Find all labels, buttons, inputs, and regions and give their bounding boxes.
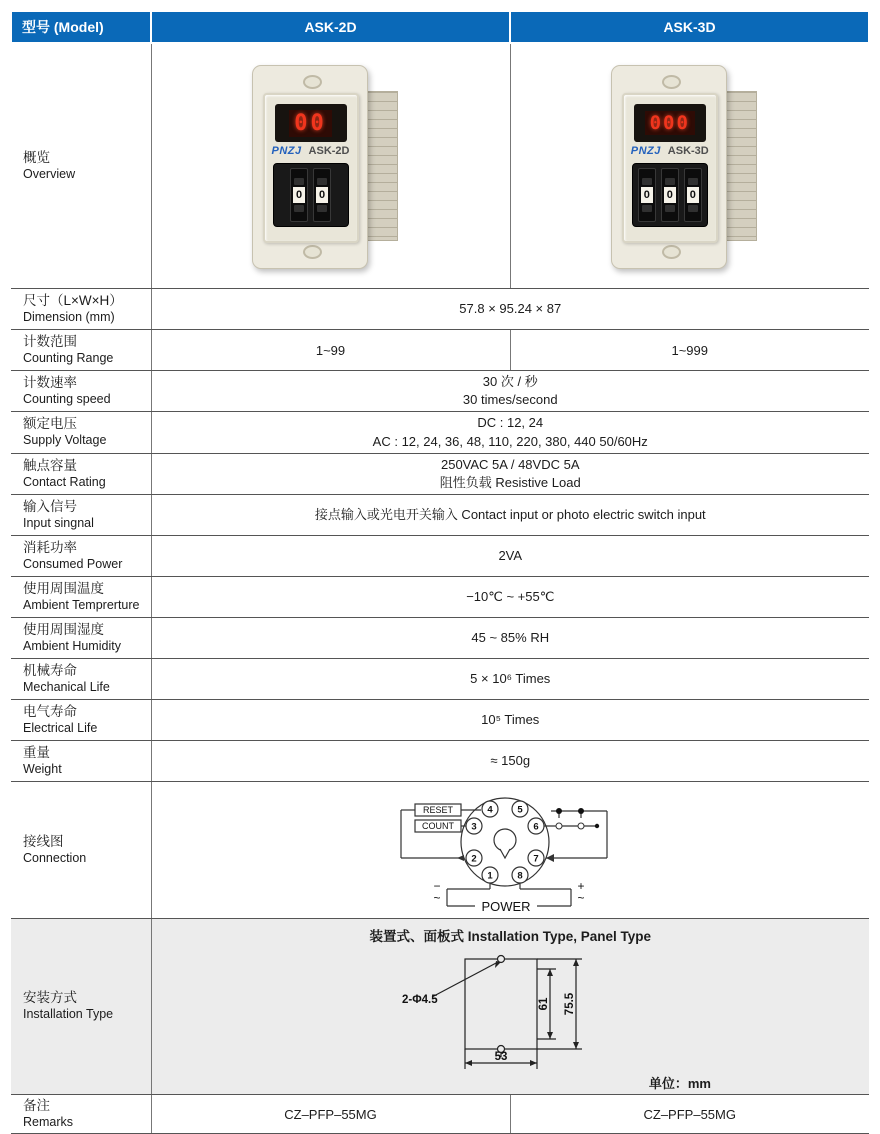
- installation-row: [11, 919, 869, 1095]
- thumbwheel: 0: [684, 168, 702, 222]
- counting-range-ask2d: 1~99: [151, 330, 510, 371]
- electrical-life-value: 10⁵ Times: [151, 700, 869, 741]
- connection-row: [11, 782, 869, 919]
- dim-53-label: 53: [494, 1051, 508, 1064]
- pin-number: 8: [517, 870, 523, 882]
- row-label-zh: 尺寸（L×W×H）: [23, 292, 123, 308]
- led-digits: 000: [645, 111, 695, 135]
- row-label-zh: 重量: [23, 744, 50, 760]
- electrical-life-row: [11, 700, 869, 741]
- row-label-zh: 输入信号: [23, 498, 77, 514]
- supply-voltage-row: [11, 412, 869, 453]
- row-label-zh: 备注: [23, 1097, 50, 1113]
- model-b-header: ASK-3D: [510, 11, 869, 43]
- pin-number: 3: [471, 821, 477, 833]
- pin-number: 5: [517, 804, 523, 816]
- screw-hole-icon: [662, 75, 681, 89]
- brand-logo: PNZJ: [630, 145, 661, 157]
- row-label-en: Dimension (mm): [23, 309, 115, 324]
- row-label-zh: 使用周围湿度: [23, 621, 104, 637]
- wiring-diagram: [385, 784, 635, 916]
- dimension-value: 57.8 × 95.24 × 87: [151, 289, 869, 330]
- weight-row: [11, 741, 869, 782]
- counting-range-ask3d: 1~999: [510, 330, 869, 371]
- row-label-en: Counting speed: [23, 391, 111, 406]
- row-label-en: Weight: [23, 761, 62, 776]
- remarks-row: [11, 1095, 869, 1134]
- screw-hole-icon: [303, 245, 322, 259]
- supply-voltage-value: DC : 12, 24 AC : 12, 24, 36, 48, 110, 220, 380, 440 50/60Hz: [151, 412, 869, 453]
- screw-hole-icon: [303, 75, 322, 89]
- device-model-label: ASK-2D: [308, 145, 350, 157]
- pin-number: 4: [487, 804, 493, 816]
- model-header-label: 型号 (Model): [11, 11, 151, 43]
- dimension-row: [11, 289, 869, 330]
- row-label-zh: 使用周围温度: [23, 580, 104, 596]
- thumbwheel-block: [273, 163, 349, 227]
- counting-range-row: [11, 330, 869, 371]
- pin-number: 6: [533, 821, 539, 833]
- row-label-zh: 消耗功率: [23, 539, 77, 555]
- thumbwheel-block: [632, 163, 708, 227]
- row-label-en: Electrical Life: [23, 720, 98, 735]
- row-label-en: Mechanical Life: [23, 679, 110, 694]
- counting-speed-value: 30 次 / 秒 30 times/second: [151, 371, 869, 412]
- installation-title: 装置式、面板式 Installation Type, Panel Type: [369, 929, 652, 945]
- row-label-en: Supply Voltage: [23, 433, 107, 448]
- led-digits: 00: [289, 110, 332, 137]
- header-row: [11, 11, 869, 43]
- weight-value: ≈ 150g: [151, 741, 869, 782]
- ambient-humidity-value: 45 ~ 85% RH: [151, 618, 869, 659]
- row-label-zh: 触点容量: [23, 457, 77, 473]
- power-label: POWER: [481, 899, 531, 915]
- row-label-zh: 机械寿命: [23, 662, 77, 678]
- screw-hole-icon: [662, 245, 681, 259]
- terminal-plus: +: [577, 879, 585, 894]
- device-ask3d-image: [611, 65, 769, 267]
- row-label-en: Counting Range: [23, 350, 114, 365]
- ambient-temperature-value: −10℃ ~ +55℃: [151, 577, 869, 618]
- consumed-power-row: [11, 536, 869, 577]
- model-a-header: ASK-2D: [151, 11, 510, 43]
- overview-label: 概览 Overview: [11, 43, 151, 289]
- terminal-wave: ~: [433, 891, 441, 906]
- dim-61-label: 61: [538, 997, 551, 1011]
- spec-table: [10, 10, 870, 1134]
- device-ask2d-image: [252, 65, 410, 267]
- row-label-en: Connection: [23, 850, 87, 865]
- brand-logo: PNZJ: [271, 145, 302, 157]
- row-label-en: Installation Type: [23, 1007, 114, 1022]
- input-signal-value: 接点输入或光电开关输入 Contact input or photo electric switch input: [151, 495, 869, 536]
- led-display: [275, 104, 347, 142]
- consumed-power-value: 2VA: [151, 536, 869, 577]
- remarks-ask2d: CZ–PFP–55MG: [151, 1095, 510, 1134]
- row-label-en: Remarks: [23, 1114, 74, 1129]
- contact-rating-row: [11, 453, 869, 494]
- row-label-zh: 额定电压: [23, 416, 77, 432]
- thumbwheel: 0: [313, 168, 331, 222]
- thumbwheel: 0: [290, 168, 308, 222]
- hole-diameter-label: 2-Φ4.5: [402, 994, 438, 1007]
- mechanical-life-value: 5 × 10⁶ Times: [151, 659, 869, 700]
- device-face: [263, 93, 359, 243]
- device-front-flange: [611, 65, 727, 269]
- mechanical-life-row: [11, 659, 869, 700]
- ambient-temperature-row: [11, 577, 869, 618]
- row-label-en: Ambient Humidity: [23, 638, 121, 653]
- dim-75-label: 75.5: [564, 992, 577, 1016]
- terminal-wave: ~: [577, 891, 585, 906]
- pin-number: 1: [487, 870, 493, 882]
- unit-label: 单位：mm: [648, 1076, 711, 1092]
- led-display: [634, 104, 706, 142]
- ambient-humidity-row: [11, 618, 869, 659]
- pin-number: 7: [533, 853, 539, 865]
- device-ask3d-cell: [510, 43, 869, 289]
- thumbwheel: 0: [661, 168, 679, 222]
- panel-cutout-drawing: [370, 945, 650, 1073]
- row-label-zh: 计数速率: [23, 374, 77, 390]
- row-label-zh: 接线图: [23, 833, 64, 849]
- contact-rating-value: 250VAC 5A / 48VDC 5A 阻性负载 Resistive Load: [151, 453, 869, 494]
- input-signal-row: [11, 495, 869, 536]
- row-label-en: Input singnal: [23, 515, 94, 530]
- remarks-ask3d: CZ–PFP–55MG: [510, 1095, 869, 1134]
- count-label: COUNT: [422, 821, 455, 832]
- pin-number: 2: [471, 853, 477, 865]
- reset-label: RESET: [423, 805, 454, 816]
- row-label-en: Ambient Temprerture: [23, 597, 140, 612]
- row-label-zh: 电气寿命: [23, 703, 77, 719]
- counting-speed-row: [11, 371, 869, 412]
- device-model-label: ASK-3D: [667, 145, 709, 157]
- device-front-flange: [252, 65, 368, 269]
- overview-row: [11, 43, 869, 289]
- device-ask2d-cell: [151, 43, 510, 289]
- thumbwheel: 0: [638, 168, 656, 222]
- terminal-minus: −: [433, 879, 441, 894]
- row-label-zh: 计数范围: [23, 333, 77, 349]
- device-face: [622, 93, 718, 243]
- row-label-zh: 安装方式: [23, 990, 77, 1006]
- row-label-en: Consumed Power: [23, 556, 123, 571]
- row-label-en: Contact Rating: [23, 474, 106, 489]
